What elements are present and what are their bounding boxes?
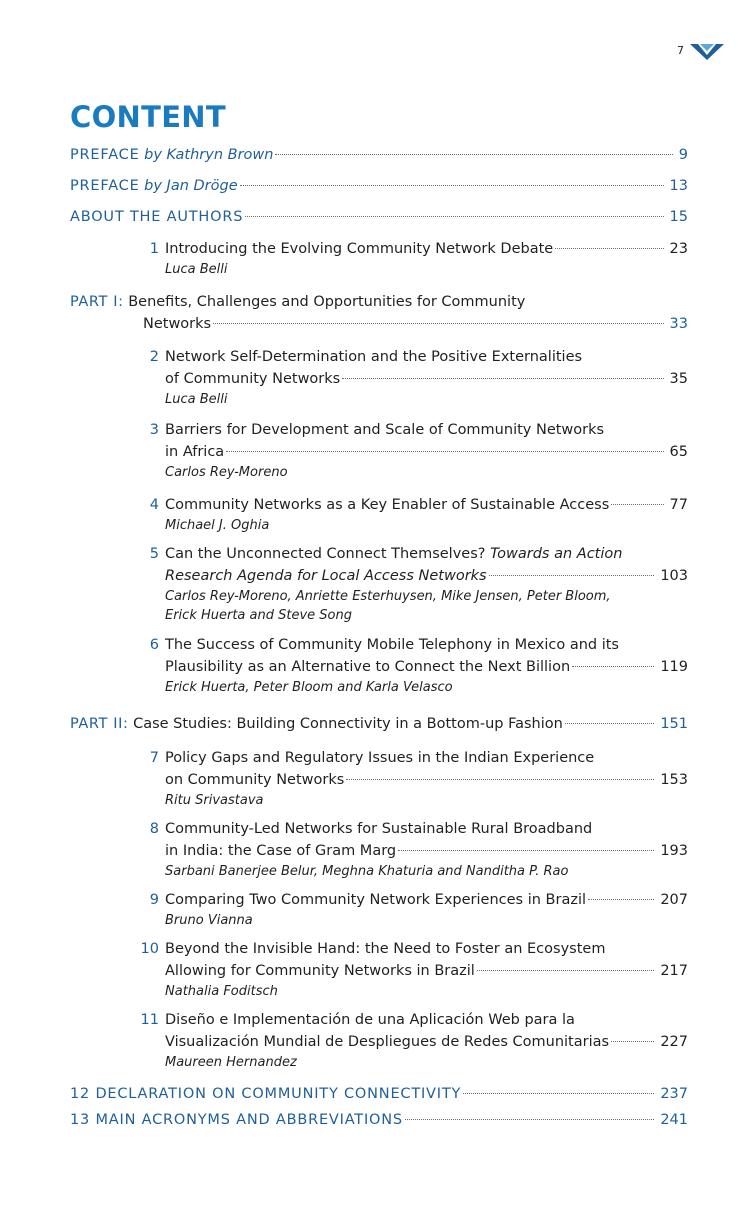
- toc-chapter-9[interactable]: [143, 889, 688, 930]
- page-ref: 153: [660, 772, 688, 788]
- dot-leader: [213, 323, 663, 324]
- part-title-cont: Networks: [143, 316, 212, 332]
- page-ref: 103: [660, 568, 688, 584]
- entry-label: PREFACE: [70, 147, 140, 163]
- chapter-number: 1: [149, 241, 159, 257]
- entry-label: 13 MAIN ACRONYMS AND ABBREVIATIONS: [70, 1112, 403, 1128]
- chapter-number: 11: [140, 1012, 159, 1028]
- chapter-number: 3: [149, 422, 159, 438]
- chapter-number: 6: [149, 637, 159, 653]
- dot-leader: [245, 216, 663, 217]
- dot-leader: [346, 779, 654, 780]
- chapter-author: Maureen Hernandez: [165, 1055, 297, 1070]
- part-label: PART II:: [70, 716, 129, 732]
- chapter-title-cont: on Community Networks: [165, 772, 345, 788]
- chapter-number: 2: [149, 349, 159, 365]
- chapter-title: Beyond the Invisible Hand: the Need to Foster an Ecosystem: [165, 941, 606, 957]
- chapter-title-cont: of Community Networks: [165, 371, 341, 387]
- toc-chapter-11[interactable]: [140, 1009, 688, 1072]
- chapter-author: Carlos Rey-Moreno, Anriette Esterhuysen, Mike Jensen, Peter Bloom,: [165, 589, 611, 604]
- chapter-title: Policy Gaps and Regulatory Issues in the Indian Experience: [165, 750, 595, 766]
- chapter-title-cont: Allowing for Community Networks in Brazil: [165, 963, 475, 979]
- entry-label: ABOUT THE AUTHORS: [70, 209, 244, 225]
- chapter-author: Bruno Vianna: [165, 913, 253, 928]
- dot-leader: [489, 575, 655, 576]
- page-ref: 23: [669, 241, 688, 257]
- publisher-logo: [690, 44, 724, 60]
- chapter-title: Can the Unconnected Connect Themselves?: [165, 546, 491, 562]
- dot-leader: [240, 185, 664, 186]
- page-ref: 241: [660, 1112, 688, 1128]
- toc-part-2[interactable]: [70, 713, 688, 735]
- page-ref: 15: [669, 209, 688, 225]
- chapter-title: Comparing Two Community Network Experiences in Brazil: [165, 892, 586, 908]
- chapter-author: Luca Belli: [165, 392, 228, 407]
- page-ref: 217: [660, 963, 688, 979]
- page-ref: 77: [669, 497, 688, 513]
- chapter-author: Carlos Rey-Moreno: [165, 465, 288, 480]
- toc-entry-preface-brown[interactable]: [70, 144, 688, 166]
- toc-entry-acronyms[interactable]: [70, 1109, 688, 1131]
- page-ref: 65: [669, 444, 688, 460]
- toc-chapter-4[interactable]: [143, 494, 688, 535]
- chapter-author: Erick Huerta, Peter Bloom and Karla Velasco: [165, 680, 453, 695]
- dot-leader: [611, 1041, 654, 1042]
- toc-part-1[interactable]: [70, 291, 688, 335]
- chapter-title: Diseño e Implementación de una Aplicación Web para la: [165, 1012, 575, 1028]
- dot-leader: [226, 451, 663, 452]
- page-number: 7: [677, 44, 684, 57]
- chapter-author-cont: Erick Huerta and Steve Song: [165, 608, 352, 623]
- toc-chapter-8[interactable]: [143, 818, 688, 881]
- chapter-title: Introducing the Evolving Community Network Debate: [165, 241, 554, 257]
- part-title: Benefits, Challenges and Opportunities for Community: [123, 294, 526, 310]
- entry-label: PREFACE: [70, 178, 140, 194]
- chapter-author: Ritu Srivastava: [165, 793, 264, 808]
- page-ref: 193: [660, 843, 688, 859]
- page-ref: 207: [660, 892, 688, 908]
- page-ref: 237: [660, 1086, 688, 1102]
- toc-entry-declaration[interactable]: [70, 1083, 688, 1105]
- toc-chapter-6[interactable]: [143, 634, 688, 697]
- page-ref: 151: [660, 716, 688, 732]
- dot-leader: [275, 154, 672, 155]
- entry-label: 12 DECLARATION ON COMMUNITY CONNECTIVITY: [70, 1086, 462, 1102]
- dot-leader: [342, 378, 663, 379]
- part-title: Case Studies: Building Connectivity in a Bottom-up Fashion: [128, 716, 563, 732]
- chapter-author: Nathalia Foditsch: [165, 984, 278, 999]
- dot-leader: [555, 248, 663, 249]
- chapter-title-cont: Research Agenda for Local Access Networks: [165, 568, 487, 584]
- entry-byline: by Kathryn Brown: [139, 147, 274, 163]
- chapter-number: 5: [149, 546, 159, 562]
- chapter-title: Network Self-Determination and the Positive Externalities: [165, 349, 583, 365]
- page-ref: 9: [678, 147, 688, 163]
- entry-byline: by Jan Dröge: [139, 178, 238, 194]
- dot-leader: [463, 1093, 654, 1094]
- toc-entry-preface-droge[interactable]: [70, 175, 688, 197]
- dot-leader: [405, 1119, 654, 1120]
- dot-leader: [588, 899, 654, 900]
- toc-entry-about-authors[interactable]: [70, 206, 688, 228]
- toc-chapter-5[interactable]: [143, 543, 688, 625]
- dot-leader: [565, 723, 654, 724]
- chapter-title: Community Networks as a Key Enabler of Sustainable Access: [165, 497, 610, 513]
- chapter-author: Michael J. Oghia: [165, 518, 270, 533]
- dot-leader: [611, 504, 663, 505]
- chapter-number: 9: [149, 892, 159, 908]
- chapter-number: 7: [149, 750, 159, 766]
- chapter-author: Luca Belli: [165, 262, 228, 277]
- chapter-title-cont: in Africa: [165, 444, 225, 460]
- toc-chapter-3[interactable]: [143, 419, 688, 482]
- chapter-title-cont: Plausibility as an Alternative to Connect the Next Billion: [165, 659, 571, 675]
- chapter-title-italic: Towards an Action: [490, 546, 623, 562]
- page-ref: 227: [660, 1034, 688, 1050]
- dot-leader: [398, 850, 654, 851]
- chapter-number: 8: [149, 821, 159, 837]
- chapter-author: Sarbani Banerjee Belur, Meghna Khaturia and Nanditha P. Rao: [165, 864, 569, 879]
- dot-leader: [572, 666, 654, 667]
- chapter-number: 10: [140, 941, 159, 957]
- toc-chapter-10[interactable]: [140, 938, 688, 1001]
- chapter-title-cont: Visualización Mundial de Despliegues de Redes Comunitarias: [165, 1034, 610, 1050]
- page-ref: 119: [660, 659, 688, 675]
- chapter-title: Barriers for Development and Scale of Community Networks: [165, 422, 605, 438]
- page-ref: 13: [669, 178, 688, 194]
- toc-chapter-2[interactable]: [143, 346, 688, 409]
- part-label: PART I:: [70, 294, 124, 310]
- toc-chapter-7[interactable]: [143, 747, 688, 810]
- toc-chapter-1[interactable]: [143, 238, 688, 279]
- chapter-title-cont: in India: the Case of Gram Marg: [165, 843, 397, 859]
- page-ref: 35: [669, 371, 688, 387]
- chapter-title: Community-Led Networks for Sustainable Rural Broadband: [165, 821, 593, 837]
- page-ref: 33: [669, 316, 688, 332]
- chapter-title: The Success of Community Mobile Telephony in Mexico and its: [165, 637, 619, 653]
- page-title: CONTENT: [70, 100, 226, 134]
- chapter-number: 4: [149, 497, 159, 513]
- dot-leader: [477, 970, 655, 971]
